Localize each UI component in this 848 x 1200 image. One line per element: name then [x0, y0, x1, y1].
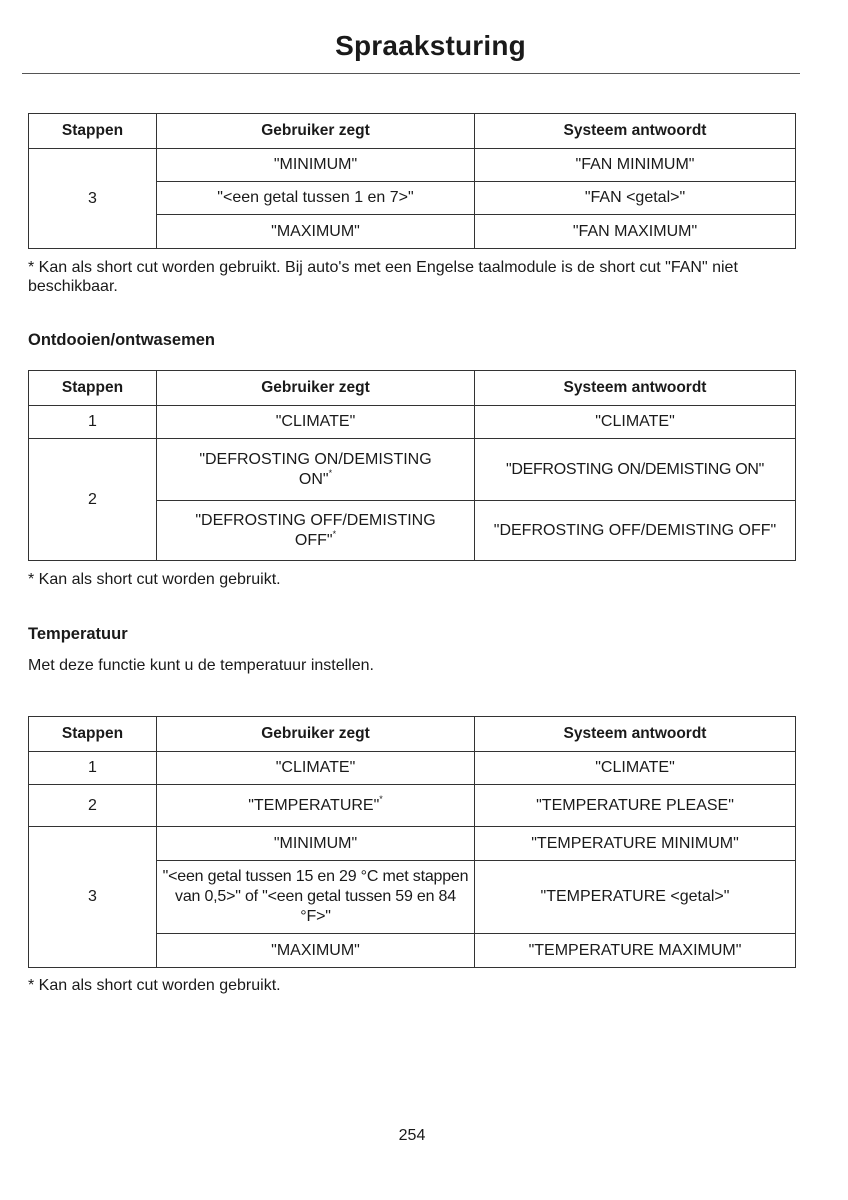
table-row [29, 752, 796, 785]
system-answers-cell: "TEMPERATURE MAXIMUM" [475, 934, 796, 968]
system-answers-cell: "FAN MAXIMUM" [475, 215, 796, 249]
step-cell: 2 [29, 439, 157, 561]
system-answers-cell: "TEMPERATURE <getal>" [475, 861, 796, 934]
header-system-answers: Systeem antwoordt [475, 371, 796, 406]
table-row [29, 406, 796, 439]
user-says-cell: "TEMPERATURE"* [157, 785, 475, 827]
header-divider [22, 73, 800, 74]
page-title: Spraaksturing [335, 30, 526, 61]
system-answers-cell: "TEMPERATURE MINIMUM" [475, 827, 796, 861]
page-number: 254 [398, 1127, 426, 1144]
user-says-cell: "MAXIMUM" [157, 934, 475, 968]
table-row [29, 149, 796, 182]
system-answers-cell: "DEFROSTING OFF/DEMISTING OFF" [475, 501, 796, 561]
section-heading-defrost: Ontdooien/ontwasemen [28, 331, 216, 349]
shortcut-asterisk: * [379, 793, 383, 804]
footnote-fan: * Kan als short cut worden gebruikt. Bij auto's met een Engelse taalmodule is de short cut "FAN" niet beschikbaar. [28, 259, 738, 295]
step-cell: 3 [29, 149, 157, 249]
header-user-says: Gebruiker zegt [157, 371, 475, 406]
defrost-table [28, 370, 796, 561]
shortcut-asterisk: * [328, 467, 333, 478]
shortcut-asterisk: * [332, 528, 337, 539]
user-says-cell: "DEFROSTING ON/DEMISTING ON"* [157, 439, 475, 501]
user-says-cell: "MAXIMUM" [157, 215, 475, 249]
footnote-defrost: * Kan als short cut worden gebruikt. [28, 571, 281, 588]
step-cell: 3 [29, 827, 157, 968]
user-says-cell: "CLIMATE" [157, 752, 475, 785]
table-row [29, 785, 796, 827]
header-user-says: Gebruiker zegt [157, 717, 475, 752]
system-answers-cell: "FAN <getal>" [475, 182, 796, 215]
user-says-cell: "CLIMATE" [157, 406, 475, 439]
header-steps: Stappen [29, 371, 157, 406]
user-says-cell: "<een getal tussen 1 en 7>" [157, 182, 475, 215]
user-says-cell: "MINIMUM" [157, 827, 475, 861]
system-answers-cell: "FAN MINIMUM" [475, 149, 796, 182]
header-user-says: Gebruiker zegt [157, 114, 475, 149]
step-cell: 2 [29, 785, 157, 827]
step-cell: 1 [29, 406, 157, 439]
system-answers-cell: "CLIMATE" [475, 752, 796, 785]
temperature-table [28, 716, 796, 968]
table-header-row [29, 114, 796, 149]
table-row [29, 827, 796, 861]
step-cell: 1 [29, 752, 157, 785]
table-header-row [29, 371, 796, 406]
user-says-cell: "MINIMUM" [157, 149, 475, 182]
header-steps: Stappen [29, 114, 157, 149]
user-says-cell: "<een getal tussen 15 en 29 °C met stappen van 0,5>" of "<een getal tussen 59 en 84 °F>" [157, 861, 475, 934]
table-header-row [29, 717, 796, 752]
table-row [29, 439, 796, 501]
system-answers-cell: "CLIMATE" [475, 406, 796, 439]
system-answers-cell: "TEMPERATURE PLEASE" [475, 785, 796, 827]
header-system-answers: Systeem antwoordt [475, 114, 796, 149]
footnote-temperature: * Kan als short cut worden gebruikt. [28, 977, 281, 994]
system-answers-cell: "DEFROSTING ON/DEMISTING ON" [475, 439, 796, 501]
fan-table [28, 113, 796, 249]
section-heading-temperature: Temperatuur [28, 625, 128, 643]
header-system-answers: Systeem antwoordt [475, 717, 796, 752]
header-steps: Stappen [29, 717, 157, 752]
user-says-cell: "DEFROSTING OFF/DEMISTING OFF"* [157, 501, 475, 561]
temperature-intro: Met deze functie kunt u de temperatuur instellen. [28, 657, 374, 674]
